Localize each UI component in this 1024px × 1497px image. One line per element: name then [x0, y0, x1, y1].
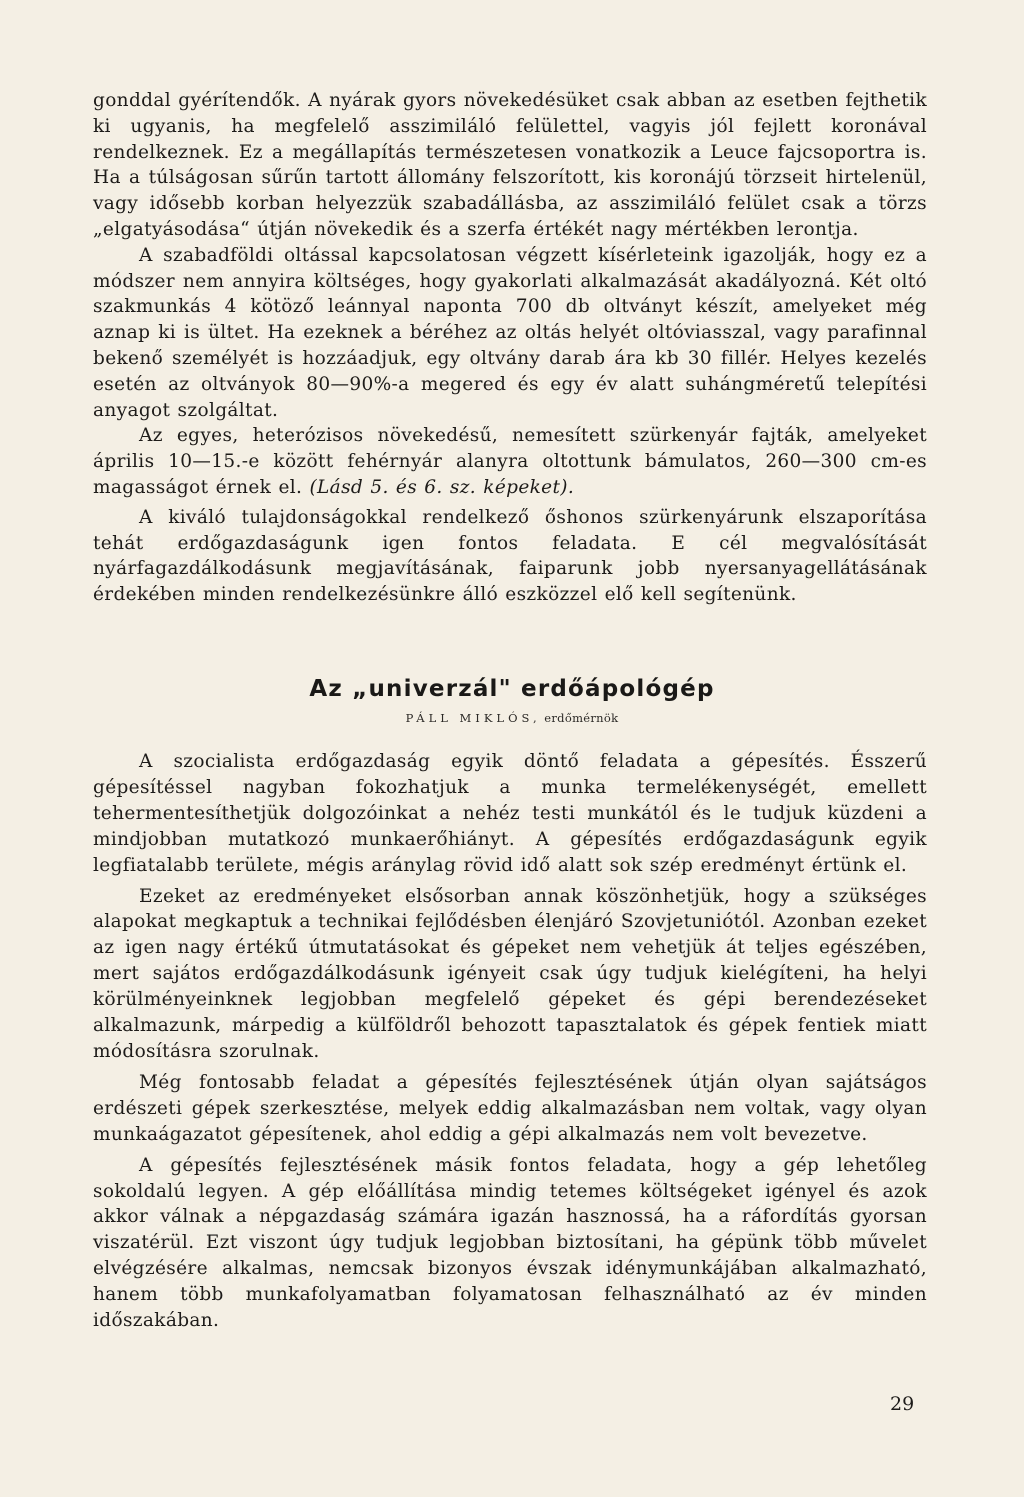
author-name: PÁLL MIKLÓS, — [405, 711, 541, 725]
author-role: erdőmérnök — [544, 711, 619, 725]
paragraph: A szocialista erdőgazdaság egyik döntő feladata a gépesítés. Ésszerű gépesítéssel nagyban fokozhatjuk a munka termelékenységét, emellett tehermentesíthetjük dolgozóinkat a nehéz testi munkától és le tudjuk küzdeni a mindjobban mutatkozó munkaerőhiányt. A gépesítés erdőgazdaságunk egyik legfiatalabb területe, mégis aránylag rövid idő alatt sok szép eredményt értünk el. — [93, 751, 927, 876]
figure-reference: (Lásd 5. és 6. sz. képeket). — [309, 476, 575, 498]
paragraph: A kiváló tulajdonságokkal rendelkező őshonos szürkenyárunk elszaporítása tehát erdőgazdaságunk igen fontos feladata. E cél megvalósítását nyárfagazdálkodásunk megjavításának, faiparunk jobb nyersanyagellátásának érdekében minden rendelkezésünkre álló eszközzel elő kell segítenünk. — [93, 506, 927, 606]
article-title: Az „univerzál" erdőápológép — [309, 676, 715, 702]
paragraph: Ezeket az eredményeket elsősorban annak köszönhetjük, hogy a szükséges alapokat megkaptuk a technikai fejlődésben élenjáró Szovjetuniótól. Azonban ezeket az igen nagy értékű útmutatásokat és gépeket nem vehetjük át teljes egészében, mert sajátos erdőgazdálkodásunk igényeit csak úgy tudjuk kielégíteni, ha helyi körülményeinknek legjobban megfelelő gépeket és gépi berendezéseket alkalmazunk, márpedig a külföldről behozott tapasztalatok és gépek fentiek miatt módosításra szorulnak. — [93, 885, 927, 1062]
paragraph: gonddal gyérítendők. A nyárak gyors növekedésüket csak abban az esetben fejthetik ki ugyanis, ha megfelelő asszimiláló felülettel, vagyis jól fejlett koronával rendelkeznek. Ez a megállapítás természetesen vonatkozik a Leuce fajcsoportra is. Ha a túlságosan sűrűn tartott állomány felszorított, kis koronájú törzseit hirtelenül, vagy idősebb korban helyezzük szabadállásba, az asszimiláló felület csak a törzs „elgatyásodása“ útján növekedik és a szerfa értékét nagy mértékben lerontja. — [93, 90, 927, 240]
article-author — [0, 711, 1024, 725]
article-body — [93, 749, 927, 1339]
previous-article-continuation — [93, 88, 927, 608]
paragraph-text: Az egyes, heterózisos növekedésű, nemesített szürkenyár fajták, amelyeket április 10—15.-e között fehérnyár alanyra oltottunk bámulatos, 260—300 cm-es magasságot érnek el. — [93, 425, 927, 498]
paragraph-with-figure-ref — [93, 423, 927, 500]
page-number: 29 — [890, 1393, 915, 1415]
paragraph: A gépesítés fejlesztésének másik fontos feladata, hogy a gép lehetőleg sokoldalú legyen. A gép előállítása mindig tetemes költségeket igényel és azok akkor válnak a népgazdaság számára igazán hasznossá, ha a ráfordítás gyorsan viszatérül. Ezt viszont úgy tudjuk legjobban biztosítani, ha gépünk több művelet elvégzésére alkalmas, nemcsak bizonyos évszak idénymunkájában alkalmazható, hanem több munkafolyamatban folyamatosan felhasználható az év minden időszakában. — [93, 1154, 927, 1332]
paragraph: Még fontosabb feladat a gépesítés fejlesztésének útján olyan sajátságos erdészeti gépek szerkesztése, melyek eddig alkalmazásban nem voltak, vagy olyan munkaágazatot gépesítenek, ahol eddig a gépi alkalmazás nem volt bevezetve. — [93, 1071, 927, 1145]
paragraph: A szabadföldi oltással kapcsolatosan végzett kísérleteink igazolják, hogy ez a módszer nem annyira költséges, hogy gyakorlati alkalmazását akadályozná. Két oltó szakmunkás 4 kötöző leánnyal naponta 700 db oltványt készít, amelyeket még aznap ki is ültet. Ha ezeknek a béréhez az oltás helyét oltóviasszal, vagy parafinnal bekenő személyét is hozzáadjuk, egy oltvány darab ára kb 30 fillér. Helyes kezelés esetén az oltványok 80—90%-a megered és egy év alatt suhángméretű telepítési anyagot szolgáltat. — [93, 244, 927, 421]
